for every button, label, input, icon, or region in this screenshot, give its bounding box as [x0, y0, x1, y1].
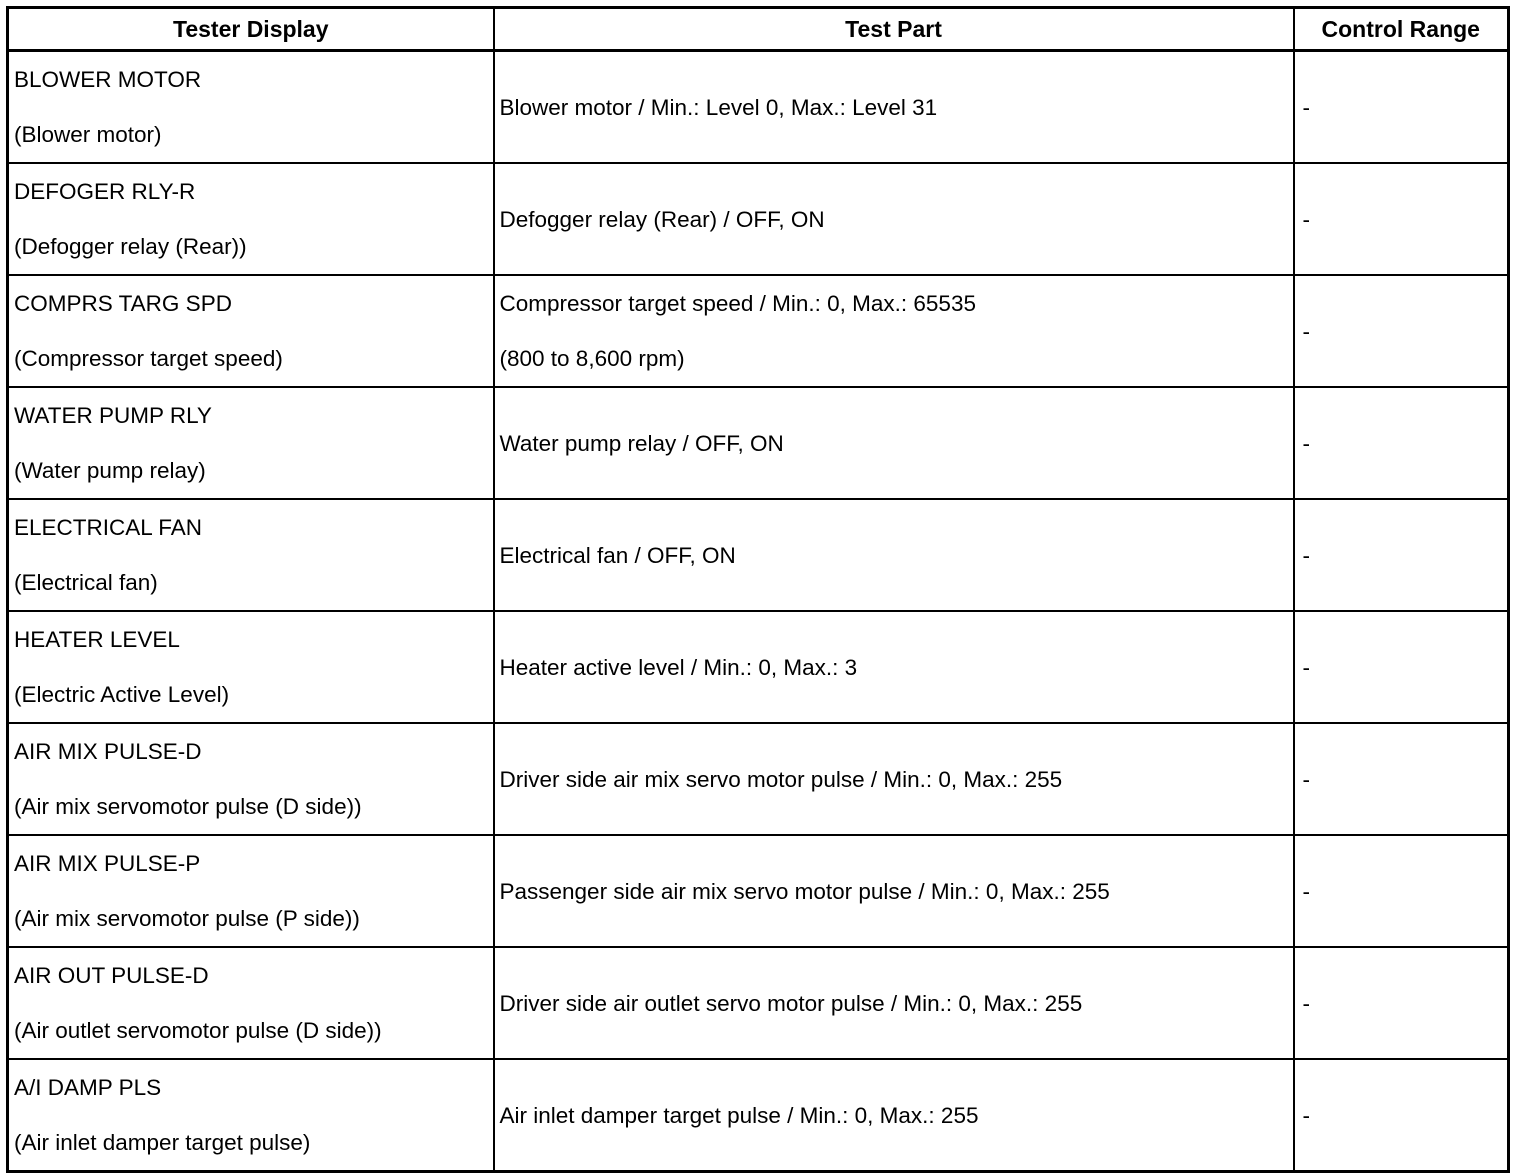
display-description: (Compressor target speed) [14, 346, 283, 371]
display-code: HEATER LEVEL [14, 627, 180, 652]
control-range-cell: - [1294, 611, 1509, 723]
header-tester-display: Tester Display [8, 8, 494, 51]
test-part-cell [494, 723, 1294, 835]
control-range-cell: - [1294, 387, 1509, 499]
control-range-cell: - [1294, 499, 1509, 611]
test-part-text: Compressor target speed / Min.: 0, Max.: 65535 [499, 291, 976, 316]
tester-display-cell [8, 275, 494, 387]
test-part-text: Air inlet damper target pulse / Min.: 0, Max.: 255 [499, 1102, 979, 1128]
display-code: ELECTRICAL FAN [14, 515, 202, 540]
control-range-cell: - [1294, 723, 1509, 835]
table-row [8, 835, 1509, 947]
display-description: (Blower motor) [14, 122, 162, 147]
table-row [8, 611, 1509, 723]
test-part-text: Passenger side air mix servo motor pulse / Min.: 0, Max.: 255 [499, 878, 1110, 904]
tester-display-cell [8, 387, 494, 499]
table-row [8, 947, 1509, 1059]
display-description: (Air mix servomotor pulse (P side)) [14, 906, 360, 931]
control-range-cell: - [1294, 947, 1509, 1059]
test-part-text: Driver side air mix servo motor pulse / Min.: 0, Max.: 255 [499, 766, 1063, 792]
tester-display-cell [8, 51, 494, 164]
test-part-note: (800 to 8,600 rpm) [499, 346, 685, 371]
test-part-text: Defogger relay (Rear) / OFF, ON [499, 206, 825, 232]
display-description: (Air inlet damper target pulse) [14, 1130, 311, 1155]
active-test-table [6, 6, 1510, 1173]
display-description: (Air outlet servomotor pulse (D side)) [14, 1018, 382, 1043]
tester-display-cell [8, 947, 494, 1059]
display-code: A/I DAMP PLS [14, 1075, 162, 1100]
table-row [8, 723, 1509, 835]
table-row [8, 1059, 1509, 1172]
display-description: (Water pump relay) [14, 458, 206, 483]
test-part-cell [494, 51, 1294, 164]
table-row [8, 499, 1509, 611]
tester-display-cell [8, 1059, 494, 1172]
test-part-text: Blower motor / Min.: Level 0, Max.: Level 31 [499, 94, 938, 120]
table-row [8, 51, 1509, 164]
test-part-cell [494, 275, 1294, 387]
test-part-cell [494, 947, 1294, 1059]
test-part-text: Electrical fan / OFF, ON [499, 542, 736, 568]
test-part-cell [494, 499, 1294, 611]
test-part-cell [494, 387, 1294, 499]
test-part-cell [494, 163, 1294, 275]
display-code: AIR OUT PULSE-D [14, 963, 209, 988]
tester-display-cell [8, 835, 494, 947]
control-range-cell: - [1294, 835, 1509, 947]
test-part-text: Heater active level / Min.: 0, Max.: 3 [499, 654, 858, 680]
tester-display-cell [8, 611, 494, 723]
header-control-range: Control Range [1294, 8, 1509, 51]
display-description: (Electrical fan) [14, 570, 158, 595]
display-code: DEFOGER RLY-R [14, 179, 196, 204]
table-row [8, 163, 1509, 275]
test-part-cell [494, 1059, 1294, 1172]
display-code: AIR MIX PULSE-P [14, 851, 201, 876]
control-range-cell: - [1294, 163, 1509, 275]
test-part-cell [494, 611, 1294, 723]
display-description: (Electric Active Level) [14, 682, 230, 707]
display-code: WATER PUMP RLY [14, 403, 212, 428]
display-description: (Defogger relay (Rear)) [14, 234, 247, 259]
control-range-cell: - [1294, 51, 1509, 164]
test-part-cell [494, 835, 1294, 947]
test-part-text: Water pump relay / OFF, ON [499, 430, 784, 456]
display-code: AIR MIX PULSE-D [14, 739, 202, 764]
control-range-cell: - [1294, 1059, 1509, 1172]
display-code: COMPRS TARG SPD [14, 291, 232, 316]
tester-display-cell [8, 163, 494, 275]
table-row [8, 275, 1509, 387]
tester-display-cell [8, 723, 494, 835]
header-test-part: Test Part [494, 8, 1294, 51]
display-description: (Air mix servomotor pulse (D side)) [14, 794, 362, 819]
control-range-cell: - [1294, 275, 1509, 387]
table-row [8, 387, 1509, 499]
tester-display-cell [8, 499, 494, 611]
header-row [8, 8, 1509, 51]
test-part-text: Driver side air outlet servo motor pulse / Min.: 0, Max.: 255 [499, 990, 1083, 1016]
display-code: BLOWER MOTOR [14, 67, 202, 92]
